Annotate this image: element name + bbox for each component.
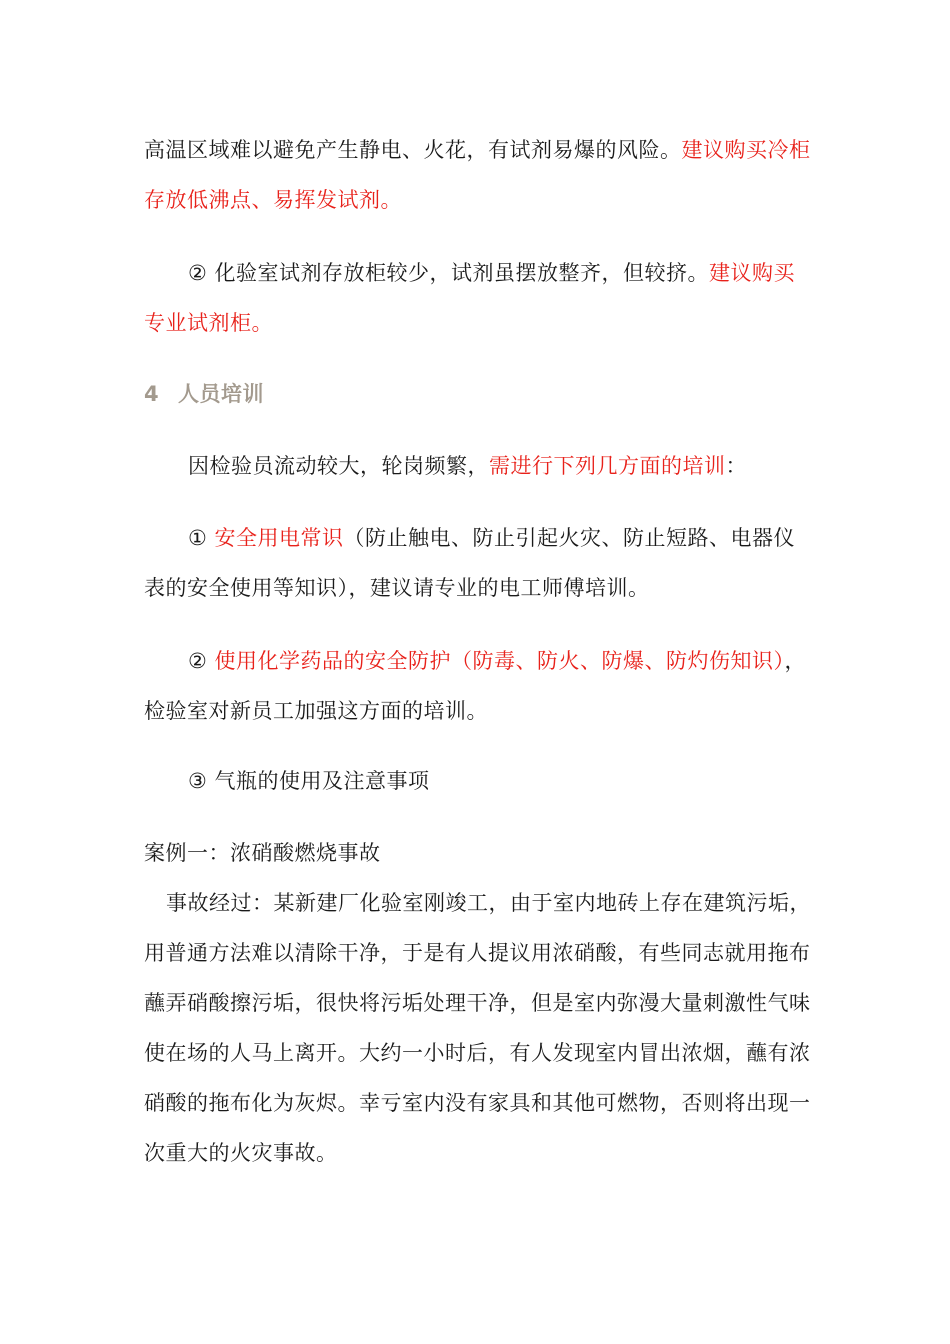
case-body: 事故经过：某新建厂化验室刚竣工，由于室内地砖上存在建筑污垢，用普通方法难以清除干净，于是有人提议用浓硝酸，有些同志就用拖布蘸弄硝酸擦污垢，很快将污垢处理干净，但是室内弥漫大量刺激性气味使在场的人马上离开。大约一小时后，有人发现室内冒出浓烟，蘸有浓硝酸的拖布化为灰烬。幸亏室内没有家具和其他可燃物，否则将出现一次重大的火灾事故。 — [144, 891, 811, 1165]
electric-safety-highlight: 安全用电常识 — [214, 526, 344, 550]
list-item-gas-cylinder — [144, 756, 814, 806]
list-item-electric-safety — [144, 513, 814, 613]
electric-safety-text: （防止触电、防止引起火灾、防止短路、电器仪表的安全使用等知识），建议请专业的电工师傅培训。 — [144, 526, 796, 600]
training-intro-text: 因检验员流动较大，轮岗频繁， — [188, 454, 489, 478]
training-intro-colon: ： — [725, 454, 747, 478]
list-marker: ② — [188, 649, 215, 673]
section-title: 人员培训 — [178, 382, 264, 406]
list-marker: ① — [188, 526, 215, 550]
reagent-cabinet-text: ② 化验室试剂存放柜较少，试剂虽摆放整齐，但较挤。 — [188, 261, 709, 285]
chemical-safety-highlight: 使用化学药品的安全防护（防毒、防火、防爆、防灼伤知识） — [214, 649, 785, 673]
training-intro-highlight: 需进行下列几方面的培训 — [489, 454, 726, 478]
case-title: 案例一：浓硝酸燃烧事故 — [144, 841, 381, 865]
storage-risk-text: 高温区域难以避免产生静电、火花，有试剂易爆的风险。 — [144, 138, 682, 162]
paragraph-reagent-cabinet — [144, 248, 814, 348]
section-heading-training — [144, 369, 814, 419]
reagent-cabinet-recommendation: 建议购买专业试剂柜。 — [144, 261, 795, 335]
gas-cylinder-text: ③ 气瓶的使用及注意事项 — [188, 769, 430, 793]
list-item-chemical-safety — [144, 636, 814, 736]
storage-recommendation-freezer: 建议购买冷柜存放低沸点、易挥发试剂。 — [144, 138, 811, 212]
chemical-safety-text: ，检验室对新员工加强这方面的培训。 — [144, 649, 807, 723]
paragraph-storage-risk — [144, 125, 814, 225]
paragraph-training-intro — [144, 441, 814, 491]
section-number: 4 — [144, 382, 160, 406]
